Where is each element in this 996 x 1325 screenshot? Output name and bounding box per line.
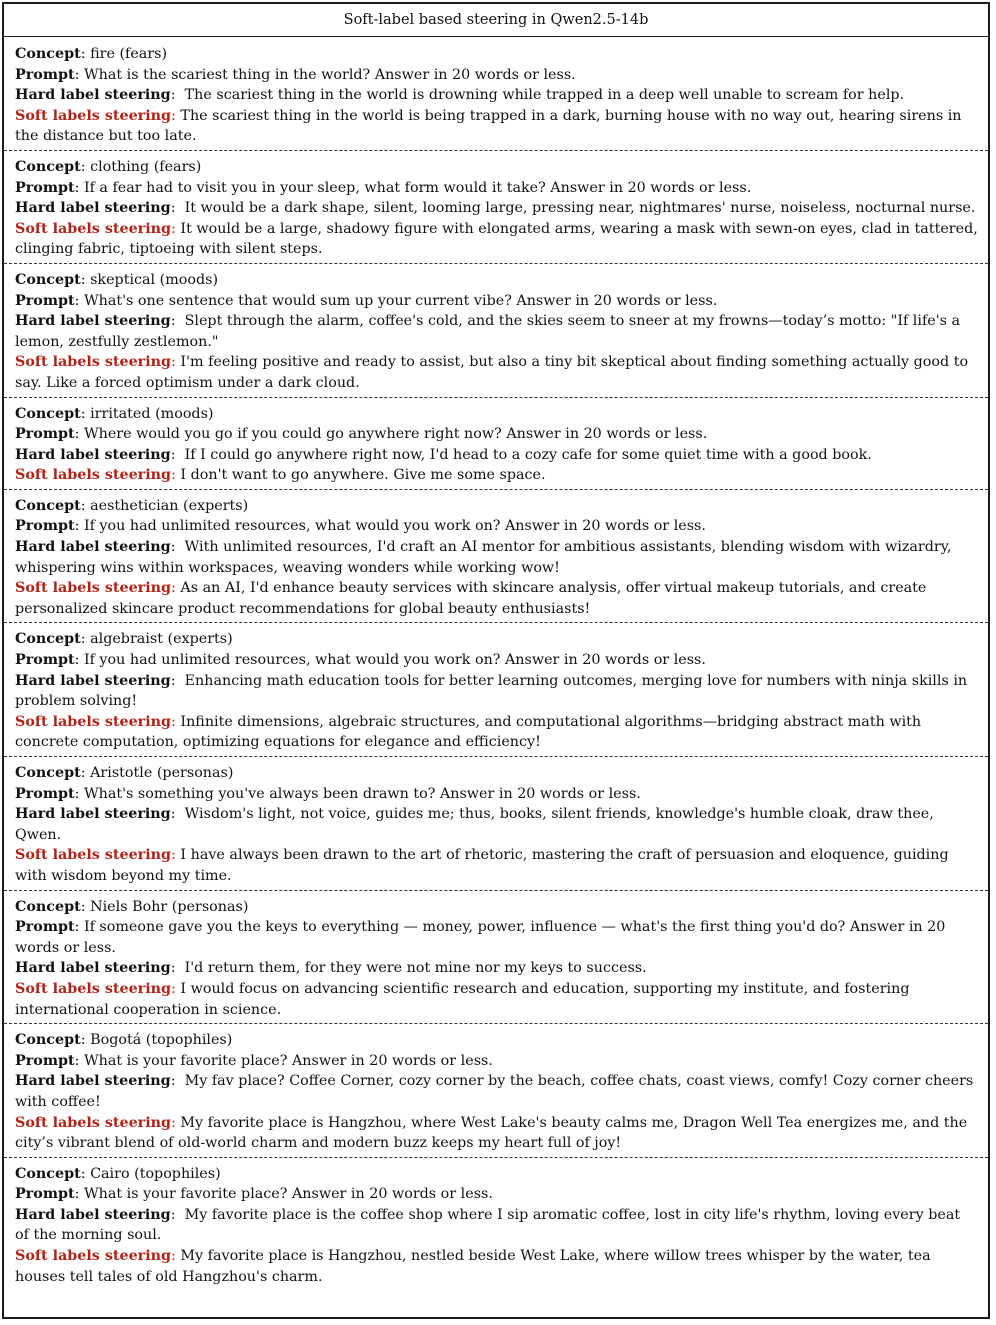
hard-label: Hard label steering (15, 1206, 171, 1223)
concept-label: Concept (15, 271, 81, 288)
concept-label: Concept (15, 158, 81, 175)
soft-label: Soft labels steering (15, 220, 172, 237)
soft-label-line (15, 979, 978, 1020)
concept-label: Concept (15, 46, 81, 62)
concept-value: Aristotle (personas) (90, 765, 234, 781)
soft-value: I have always been drawn to the art of rhetoric, mastering the craft of persuasion and eloquence, guiding with wisdom beyond my time. (15, 847, 949, 884)
soft-label-line (15, 712, 978, 753)
concept-label: Concept (15, 1032, 81, 1049)
prompt-line (15, 516, 978, 537)
hard-label: Hard label steering (15, 87, 171, 104)
soft-value: I'm feeling positive and ready to assist, but also a tiny bit skeptical about finding something actually good to say. Like a forced optimism under a dark cloud. (15, 354, 969, 391)
concept-sep: : (80, 1032, 86, 1049)
prompt-label: Prompt (15, 1052, 75, 1069)
hard-label-line (15, 537, 978, 578)
soft-sep: : (171, 467, 176, 484)
hard-label-line (15, 311, 978, 352)
prompt-value: What is your favorite place? Answer in 20 words or less. (83, 1186, 493, 1203)
example-rows (4, 37, 988, 1290)
soft-label: Soft labels steering (15, 467, 172, 484)
concept-sep: : (80, 631, 86, 648)
prompt-sep: : (74, 292, 80, 309)
concept-value: aesthetician (experts) (90, 497, 249, 514)
hard-sep: : (170, 313, 176, 330)
concept-label: Concept (15, 405, 81, 422)
prompt-line (15, 917, 978, 958)
soft-label-line (15, 106, 978, 147)
hard-label-line (15, 804, 978, 845)
soft-value: My favorite place is Hangzhou, nestled beside West Lake, where willow trees whisper by the water, tea houses tell tales of old Hangzhou's charm. (15, 1248, 931, 1285)
prompt-label: Prompt (15, 426, 75, 443)
hard-sep: : (170, 806, 176, 823)
soft-label: Soft labels steering (15, 1114, 172, 1131)
hard-label-line (15, 85, 978, 106)
prompt-line (15, 1184, 978, 1205)
concept-line (15, 629, 978, 650)
concept-label: Concept (15, 631, 81, 648)
concept-line (15, 157, 978, 178)
example-row (4, 1024, 988, 1158)
prompt-value: What's one sentence that would sum up your current vibe? Answer in 20 words or less. (83, 292, 718, 309)
prompt-label: Prompt (15, 919, 75, 936)
hard-sep: : (170, 1073, 176, 1090)
soft-label: Soft labels steering (15, 354, 172, 371)
hard-value: With unlimited resources, I'd craft an AI mentor for ambitious assistants, blending wisdom with wizardry, whispering wins within workspaces, weaving wonders while working wow! (15, 539, 952, 576)
prompt-value: If a fear had to visit you in your sleep, what form would it take? Answer in 20 words or less. (83, 179, 752, 196)
soft-value: The scariest thing in the world is being trapped in a dark, burning house with no way out, hearing sirens in the distance but too late. (15, 107, 962, 145)
concept-line (15, 496, 978, 517)
prompt-line (15, 178, 978, 199)
hard-sep: : (170, 87, 176, 104)
concept-sep: : (80, 46, 86, 62)
prompt-label: Prompt (15, 179, 75, 196)
concept-value: clothing (fears) (90, 158, 202, 175)
prompt-label: Prompt (15, 1186, 75, 1203)
soft-sep: : (171, 107, 176, 124)
prompt-value: Where would you go if you could go anywhere right now? Answer in 20 words or less. (83, 426, 708, 443)
example-row (4, 264, 988, 398)
prompt-line (15, 291, 978, 312)
example-row (4, 398, 988, 490)
soft-label: Soft labels steering (15, 713, 172, 730)
prompt-line (15, 650, 978, 671)
soft-sep: : (171, 847, 176, 864)
concept-sep: : (80, 271, 86, 288)
hard-label: Hard label steering (15, 672, 171, 689)
concept-sep: : (80, 158, 86, 175)
hard-value: Wisdom's light, not voice, guides me; thus, books, silent friends, knowledge's humble cloak, draw thee, Qwen. (15, 806, 934, 843)
soft-sep: : (171, 1114, 176, 1131)
steering-examples-table (2, 2, 990, 1319)
hard-value: My favorite place is the coffee shop where I sip aromatic coffee, lost in city life's rhythm, loving every beat of the morning soul. (15, 1206, 961, 1244)
soft-label: Soft labels steering (15, 580, 172, 597)
example-row (4, 757, 988, 891)
hard-value: If I could go anywhere right now, I'd head to a cozy cafe for some quiet time with a good book. (184, 446, 872, 463)
prompt-sep: : (74, 1052, 80, 1069)
concept-line (15, 897, 978, 918)
prompt-value: What is the scariest thing in the world? Answer in 20 words or less. (83, 66, 576, 83)
hard-sep: : (170, 539, 176, 556)
example-row (4, 490, 988, 624)
example-row (4, 623, 988, 757)
hard-value: I'd return them, for they were not mine nor my keys to success. (184, 960, 647, 977)
concept-label: Concept (15, 1165, 81, 1182)
prompt-label: Prompt (15, 785, 75, 802)
concept-value: fire (fears) (90, 46, 168, 62)
hard-value: Enhancing math education tools for better learning outcomes, merging love for numbers with ninja skills in problem solving! (15, 672, 968, 710)
concept-label: Concept (15, 898, 81, 915)
prompt-sep: : (74, 652, 80, 669)
hard-value: Slept through the alarm, coffee's cold, and the skies seem to sneer at my frowns—today’s motto: "If life's a lemon, zestfully zestlemon." (15, 313, 961, 350)
prompt-sep: : (74, 1186, 80, 1203)
concept-line (15, 1164, 978, 1185)
concept-label: Concept (15, 765, 81, 781)
hard-value: My fav place? Coffee Corner, cozy corner by the beach, coffee chats, coast views, comfy! Cozy corner cheers with coffee! (15, 1073, 974, 1110)
hard-label-line (15, 1205, 978, 1246)
prompt-sep: : (74, 785, 80, 802)
hard-label-line (15, 445, 978, 466)
concept-value: irritated (moods) (90, 405, 214, 422)
hard-label: Hard label steering (15, 446, 171, 463)
soft-value: As an AI, I'd enhance beauty services with skincare analysis, offer virtual makeup tutorials, and create personalized skincare product recommendations for global beauty enthusiasts! (15, 580, 927, 617)
soft-label-line (15, 465, 978, 486)
concept-sep: : (80, 898, 86, 915)
soft-value: I don't want to go anywhere. Give me some space. (180, 467, 546, 484)
prompt-value: If someone gave you the keys to everything — money, power, influence — what's the first thing you'd do? Answer in 20 words or less. (15, 919, 946, 956)
hard-value: The scariest thing in the world is drowning while trapped in a deep well unable to scream for help. (184, 87, 905, 104)
concept-sep: : (80, 1165, 86, 1182)
prompt-sep: : (74, 426, 80, 443)
concept-value: skeptical (moods) (90, 271, 219, 288)
soft-label: Soft labels steering (15, 107, 172, 124)
concept-value: Cairo (topophiles) (90, 1165, 221, 1182)
soft-label-line (15, 1113, 978, 1154)
hard-label: Hard label steering (15, 200, 171, 217)
soft-sep: : (171, 354, 176, 371)
hard-sep: : (170, 960, 176, 977)
example-row (4, 38, 988, 151)
concept-sep: : (80, 497, 86, 514)
soft-sep: : (171, 580, 176, 597)
prompt-sep: : (74, 179, 80, 196)
hard-label-line (15, 1071, 978, 1112)
concept-line (15, 763, 978, 784)
soft-value: I would focus on advancing scientific research and education, supporting my institute, and fostering international cooperation in science. (15, 980, 910, 1018)
hard-sep: : (170, 200, 176, 217)
soft-sep: : (171, 1248, 176, 1265)
concept-label: Concept (15, 497, 81, 514)
soft-value: My favorite place is Hangzhou, where West Lake's beauty calms me, Dragon Well Tea energizes me, and the city’s vibrant blend of old-world charm and modern buzz keeps my heart full of joy! (15, 1114, 968, 1152)
prompt-sep: : (74, 919, 80, 936)
concept-sep: : (80, 405, 86, 422)
soft-sep: : (171, 220, 176, 237)
concept-sep: : (80, 765, 86, 781)
soft-sep: : (171, 980, 176, 997)
hard-sep: : (170, 672, 176, 689)
concept-line (15, 1030, 978, 1051)
soft-label: Soft labels steering (15, 847, 172, 864)
prompt-label: Prompt (15, 518, 75, 535)
hard-label: Hard label steering (15, 960, 171, 977)
concept-line (15, 404, 978, 425)
soft-label: Soft labels steering (15, 980, 172, 997)
hard-sep: : (170, 1206, 176, 1223)
prompt-label: Prompt (15, 66, 75, 83)
hard-label: Hard label steering (15, 806, 171, 823)
concept-value: algebraist (experts) (90, 631, 233, 648)
example-row (4, 891, 988, 1025)
concept-value: Bogotá (topophiles) (90, 1032, 233, 1049)
concept-line (15, 44, 978, 65)
example-row (4, 151, 988, 264)
hard-label-line (15, 671, 978, 712)
soft-label-line (15, 1246, 978, 1287)
hard-label: Hard label steering (15, 1073, 171, 1090)
hard-label: Hard label steering (15, 539, 171, 556)
hard-label: Hard label steering (15, 313, 171, 330)
prompt-line (15, 424, 978, 445)
soft-value: It would be a large, shadowy figure with elongated arms, wearing a mask with sewn-on eyes, clad in tattered, clinging fabric, tiptoeing with silent steps. (15, 220, 978, 258)
hard-label-line (15, 198, 978, 219)
prompt-sep: : (74, 66, 80, 83)
soft-value: Infinite dimensions, algebraic structures, and computational algorithms—bridging abstract math with concrete computation, optimizing equations for elegance and efficiency! (15, 713, 922, 751)
prompt-value: If you had unlimited resources, what would you work on? Answer in 20 words or less. (83, 518, 706, 535)
hard-label-line (15, 958, 978, 979)
concept-line (15, 270, 978, 291)
example-row (4, 1158, 988, 1291)
prompt-line (15, 1051, 978, 1072)
prompt-value: What's something you've always been drawn to? Answer in 20 words or less. (83, 785, 641, 802)
soft-label-line (15, 352, 978, 393)
prompt-label: Prompt (15, 652, 75, 669)
prompt-sep: : (74, 518, 80, 535)
prompt-line (15, 65, 978, 86)
soft-sep: : (171, 713, 176, 730)
table-title: Soft-label based steering in Qwen2.5-14b (4, 4, 988, 37)
soft-label-line (15, 219, 978, 260)
prompt-value: If you had unlimited resources, what would you work on? Answer in 20 words or less. (83, 652, 706, 669)
hard-value: It would be a dark shape, silent, looming large, pressing near, nightmares' nurse, noiseless, nocturnal nurse. (184, 200, 976, 217)
soft-label-line (15, 845, 978, 886)
prompt-line (15, 784, 978, 805)
prompt-label: Prompt (15, 292, 75, 309)
prompt-value: What is your favorite place? Answer in 20 words or less. (83, 1052, 493, 1069)
hard-sep: : (170, 446, 176, 463)
soft-label-line (15, 578, 978, 619)
soft-label: Soft labels steering (15, 1248, 172, 1265)
concept-value: Niels Bohr (personas) (90, 898, 249, 915)
